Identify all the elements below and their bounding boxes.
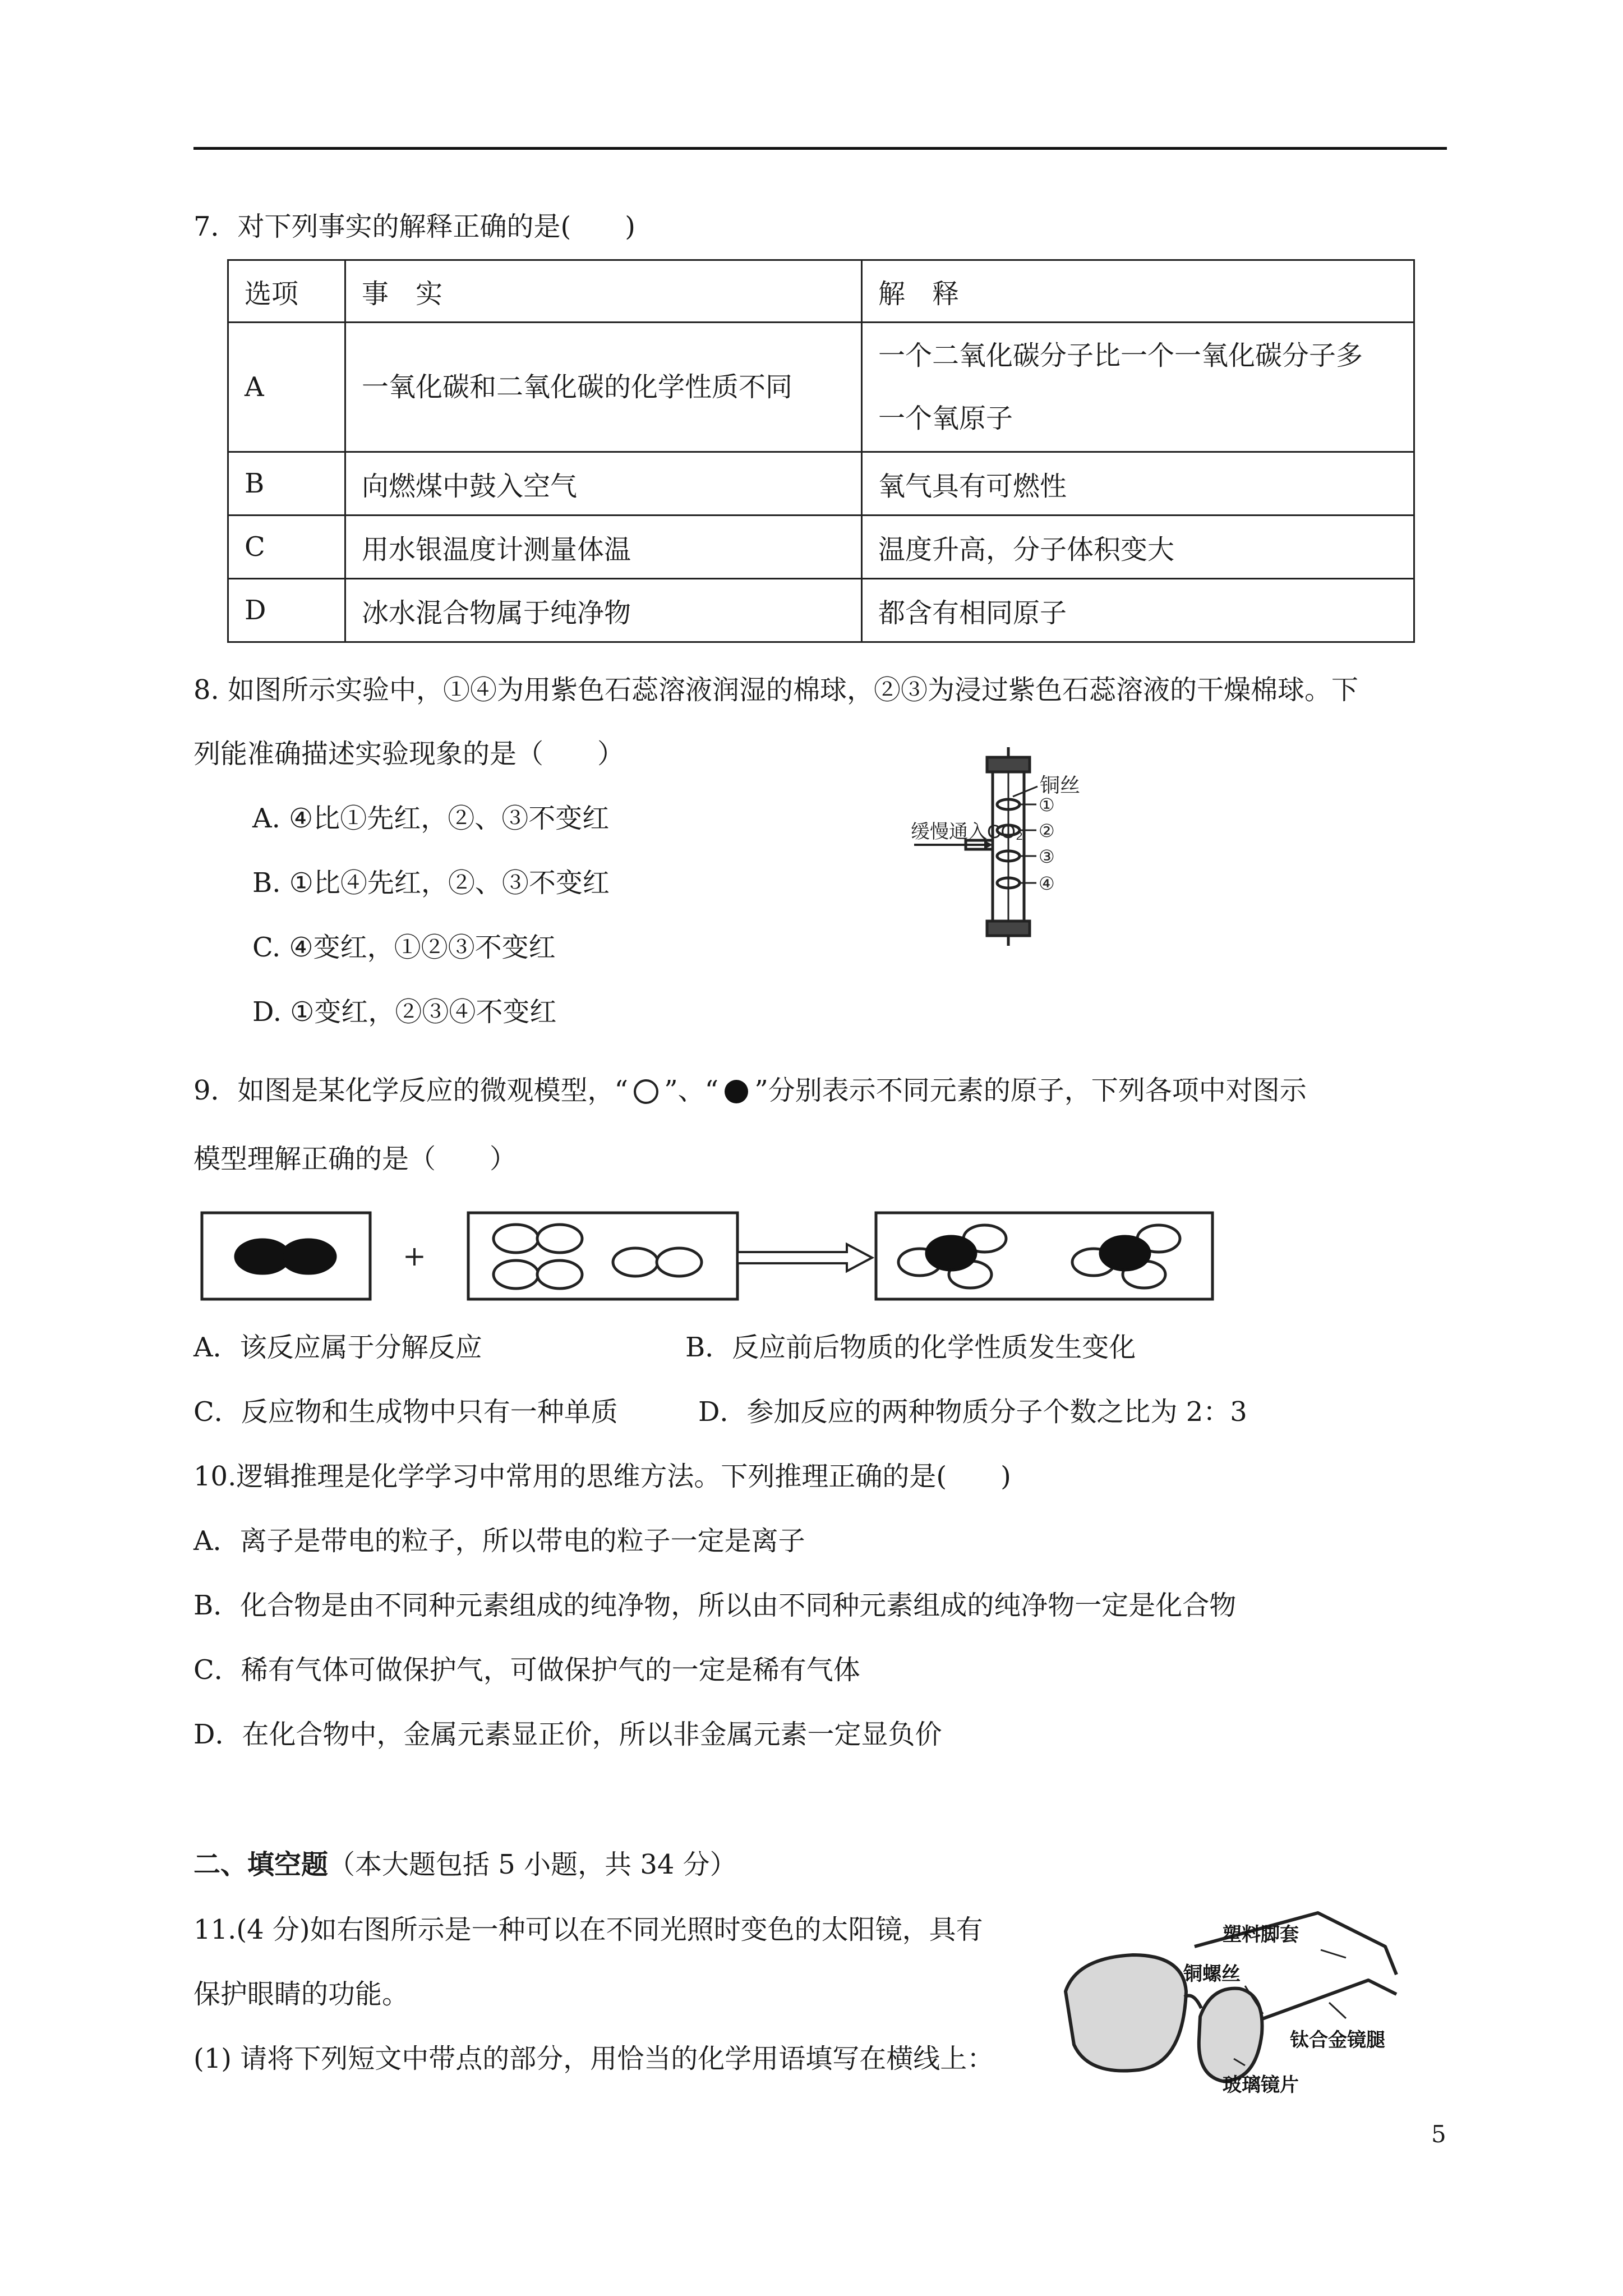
q10-option-d: D．在化合物中，金属元素显正价，所以非金属元素一定显负价 bbox=[193, 1719, 942, 1750]
white-atom bbox=[657, 1248, 702, 1276]
explain-line: 一个二氧化碳分子比一个一氧化碳分子多 bbox=[878, 340, 1363, 371]
q7-table bbox=[227, 259, 1415, 643]
header-rule bbox=[193, 147, 1447, 150]
right-lens bbox=[1199, 1989, 1262, 2081]
section-note: （本大题包括 5 小题，共 34 分） bbox=[328, 1849, 737, 1880]
header-explain: 解 释 bbox=[862, 260, 1414, 323]
reaction-arrow bbox=[737, 1244, 872, 1271]
section-title: 二、填空题 bbox=[193, 1849, 329, 1880]
option-cell: B bbox=[228, 452, 345, 516]
co2-tube-figure bbox=[903, 746, 1262, 948]
explain-cell bbox=[862, 323, 1414, 452]
white-atom bbox=[537, 1260, 582, 1289]
q9-stem-part-a: 9．如图是某化学反应的微观模型，“ bbox=[193, 1075, 629, 1106]
q9-option-c: C．反应物和生成物中只有一种单质 bbox=[193, 1396, 618, 1428]
q7-stem: 7．对下列事实的解释正确的是( ) bbox=[193, 211, 635, 242]
reaction-model-figure bbox=[196, 1206, 1217, 1307]
q9-stem-part-c: ”分别表示不同元素的原子，下列各项中对图示 bbox=[754, 1075, 1307, 1106]
black-atom bbox=[1100, 1236, 1150, 1270]
q8-option-b: B. ①比④先红，②、③不变红 bbox=[252, 867, 610, 899]
table-row bbox=[228, 323, 1414, 452]
front-temple bbox=[1261, 1980, 1396, 2019]
q8-stem-line1: 8. 如图所示实验中，①④为用紫色石蕊溶液润湿的棉球，②③为浸过紫色石蕊溶液的干燥棉球。下 bbox=[193, 674, 1359, 706]
q10-option-c: C．稀有气体可做保护气，可做保护气的一定是稀有气体 bbox=[193, 1654, 860, 1686]
explain-line: 一个氧原子 bbox=[878, 403, 1013, 434]
table-row bbox=[228, 579, 1414, 642]
explain-cell: 都含有相同原子 bbox=[862, 579, 1414, 642]
q10-stem: 10.逻辑推理是化学学习中常用的思维方法。下列推理正确的是( ) bbox=[193, 1461, 1011, 1492]
wire-label: 铜丝 bbox=[1040, 774, 1081, 797]
ball-label-2: ② bbox=[1039, 820, 1055, 841]
ball-label-1: ① bbox=[1039, 794, 1055, 816]
sunglasses-figure bbox=[1054, 1896, 1413, 2120]
fact-cell: 用水银温度计测量体温 bbox=[345, 516, 862, 579]
q11-line2: 保护眼睛的功能。 bbox=[193, 1978, 409, 2010]
pointer-temple bbox=[1329, 2003, 1346, 2018]
left-lens bbox=[1066, 1955, 1186, 2071]
white-atom-icon bbox=[628, 1078, 664, 1107]
ball-label-4: ④ bbox=[1039, 873, 1055, 894]
explain-cell: 氧气具有可燃性 bbox=[862, 452, 1414, 516]
header-fact: 事 实 bbox=[345, 260, 862, 323]
q9-option-a: A．该反应属于分解反应 bbox=[193, 1332, 482, 1363]
label-footcover: 塑料脚套 bbox=[1223, 1924, 1299, 1945]
fact-cell: 向燃煤中鼓入空气 bbox=[345, 452, 862, 516]
white-atom bbox=[494, 1260, 538, 1289]
q9-stem-part-b: ”、“ bbox=[664, 1075, 719, 1106]
top-stopper bbox=[987, 757, 1030, 772]
q8-option-d: D. ①变红，②③④不变红 bbox=[252, 996, 557, 1028]
white-atom bbox=[613, 1248, 658, 1276]
q8-stem-line2: 列能准确描述实验现象的是（ ） bbox=[193, 738, 625, 770]
label-copper-screw: 铜螺丝 bbox=[1183, 1963, 1241, 1985]
q9-option-d: D．参加反应的两种物质分子个数之比为 2：3 bbox=[698, 1396, 1247, 1428]
fact-cell: 一氧化碳和二氧化碳的化学性质不同 bbox=[345, 323, 862, 452]
q10-option-b: B．化合物是由不同种元素组成的纯净物，所以由不同种元素组成的纯净物一定是化合物 bbox=[193, 1590, 1237, 1621]
pointer-footcover bbox=[1321, 1950, 1346, 1958]
inlet-label: 缓慢通入CO₂ bbox=[911, 821, 1023, 843]
q11-line3: (1) 请将下列短文中带点的部分，用恰当的化学用语填写在横线上： bbox=[193, 2043, 994, 2074]
label-glass-lens: 玻璃镜片 bbox=[1223, 2074, 1299, 2096]
q9-stem-line2: 模型理解正确的是（ ） bbox=[193, 1143, 517, 1175]
black-atom bbox=[282, 1240, 335, 1273]
page-number: 5 bbox=[1431, 2120, 1446, 2148]
plus-sign: + bbox=[403, 1240, 426, 1272]
header-option: 选项 bbox=[228, 260, 345, 323]
q8-option-a: A. ④比①先红，②、③不变红 bbox=[252, 803, 610, 834]
q9-option-b: B．反应前后物质的化学性质发生变化 bbox=[685, 1332, 1136, 1363]
ball-label-3: ③ bbox=[1039, 846, 1055, 867]
black-atom-icon bbox=[718, 1078, 754, 1107]
q8-option-c: C. ④变红，①②③不变红 bbox=[252, 932, 556, 963]
table-header-row bbox=[228, 260, 1414, 323]
section-heading bbox=[193, 1847, 737, 1883]
q10-option-a: A．离子是带电的粒子，所以带电的粒子一定是离子 bbox=[193, 1525, 805, 1557]
explain-cell: 温度升高，分子体积变大 bbox=[862, 516, 1414, 579]
black-atom bbox=[926, 1236, 976, 1270]
q11-line1: 11.(4 分)如右图所示是一种可以在不同光照时变色的太阳镜，具有 bbox=[193, 1914, 983, 1945]
option-cell: A bbox=[228, 323, 345, 452]
fact-cell: 冰水混合物属于纯净物 bbox=[345, 579, 862, 642]
table-row bbox=[228, 452, 1414, 516]
table-row bbox=[228, 516, 1414, 579]
label-titanium-temple: 钛合金镜腿 bbox=[1290, 2030, 1385, 2051]
option-cell: C bbox=[228, 516, 345, 579]
white-atom bbox=[537, 1225, 582, 1253]
white-atom bbox=[494, 1225, 538, 1253]
bottom-stopper bbox=[987, 921, 1030, 936]
q9-stem-line1 bbox=[193, 1073, 1307, 1108]
option-cell: D bbox=[228, 579, 345, 642]
